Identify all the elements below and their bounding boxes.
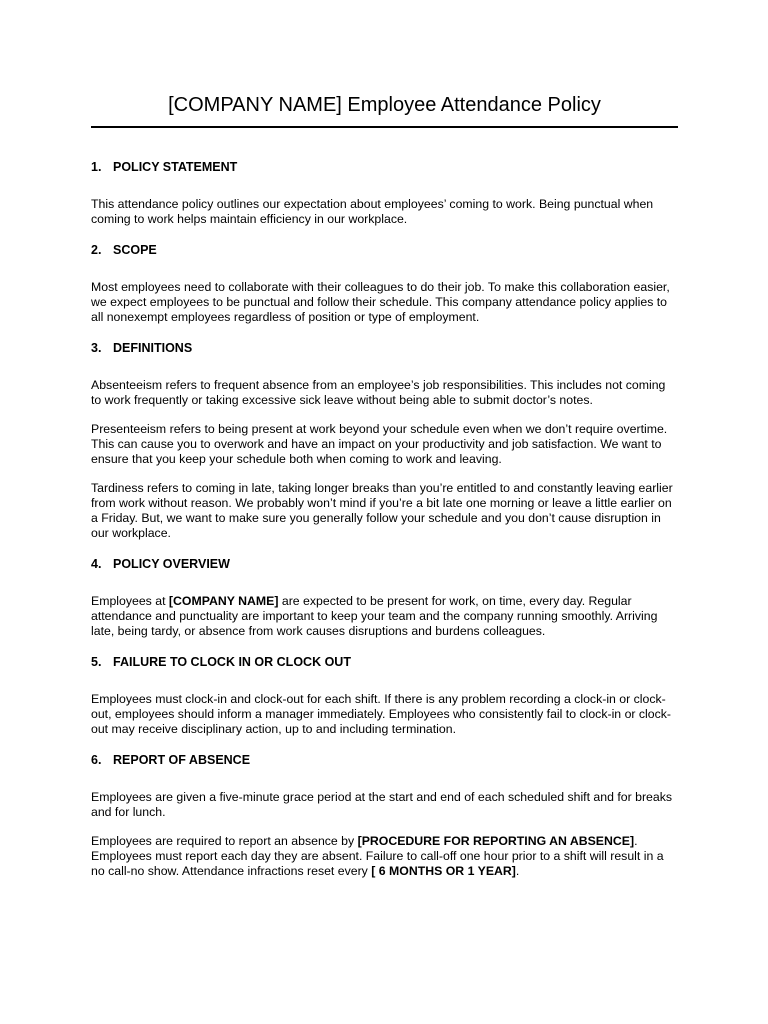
text-run: Employees are required to report an absence by [91,834,358,848]
section-number: 6. [91,753,102,767]
section-heading [91,557,678,572]
document-title: [COMPANY NAME] Employee Attendance Policy [168,94,601,116]
placeholder-reset-period: [ 6 MONTHS OR 1 YEAR] [371,864,516,878]
document-body [91,160,678,895]
section-number: 3. [91,341,102,355]
section-definitions [91,341,678,541]
section-policy-statement [91,160,678,227]
section-report-of-absence [91,753,678,879]
paragraph: Employees must clock-in and clock-out for each shift. If there is any problem recording a clock-in or clock-out, employees should inform a manager immediately. Employees who consistently fail to clock-in or clock-out may receive disciplinary action, up to and including termination. [91,692,672,736]
text-run: are expected to be present for work, on time, every day. Regular attendance and punctuality are important to keep your team and the company running smoothly. Arriving late, being tardy, or absence from work causes disruptions and burdens colleagues. [91,594,658,638]
paragraph-grace-period: Employees are given a five-minute grace period at the start and end of each scheduled shift and for breaks and for lunch. [91,790,673,819]
paragraph: Most employees need to collaborate with their colleagues to do their job. To make this collaboration easier, we expect employees to be punctual and follow their schedule. This company attendance policy applies to all nonexempt employees regardless of position or type of employment. [91,280,670,324]
section-heading [91,243,678,258]
paragraph [91,594,678,639]
paragraph-absenteeism: Absenteeism refers to frequent absence from an employee’s job responsibilities. This includes not coming to work frequently or taking excessive sick leave without being able to submit doctor’s notes. [91,378,666,407]
section-heading [91,341,678,356]
section-number: 5. [91,655,102,669]
section-number: 4. [91,557,102,571]
section-policy-overview [91,557,678,639]
section-clock-in-out [91,655,678,737]
section-title: FAILURE TO CLOCK IN OR CLOCK OUT [113,655,351,669]
section-heading [91,160,678,175]
placeholder-company-name: [COMPANY NAME] [168,594,279,608]
section-number: 2. [91,243,102,257]
placeholder-procedure: [PROCEDURE FOR REPORTING AN ABSENCE] [357,834,635,848]
section-scope [91,243,678,325]
paragraph: This attendance policy outlines our expectation about employees’ coming to work. Being punctual when coming to work helps maintain efficiency in our workplace. [91,197,654,226]
section-title: POLICY OVERVIEW [113,557,230,571]
section-number: 1. [91,160,102,174]
paragraph-tardiness: Tardiness refers to coming in late, taking longer breaks than you’re entitled to and constantly leaving earlier from work without reason. We probably won’t mind if you’re a bit late one morning or leave a little earlier on a Friday. But, we want to make sure you generally follow your schedule and you don’t cause disruption in our workplace. [91,481,673,540]
section-title: REPORT OF ABSENCE [113,753,251,767]
title-underline [91,126,678,128]
text-run: . Employees must report each day they are absent. Failure to call-off one hour prior to a shift will result in a no call-no show. Attendance infractions reset every [91,834,664,878]
text-run: . [515,864,520,878]
section-title: DEFINITIONS [113,341,193,355]
paragraph-presenteeism: Presenteeism refers to being present at work beyond your schedule even when we don’t require overtime. This can cause you to overwork and have an impact on your productivity and job satisfaction. We want to ensure that you keep your schedule both when coming to work and leaving. [91,422,668,466]
section-title: POLICY STATEMENT [113,160,238,174]
section-heading [91,655,678,670]
section-title: SCOPE [113,243,157,257]
paragraph-reporting [91,834,678,879]
text-run: Employees at [91,594,169,608]
section-heading [91,753,678,768]
